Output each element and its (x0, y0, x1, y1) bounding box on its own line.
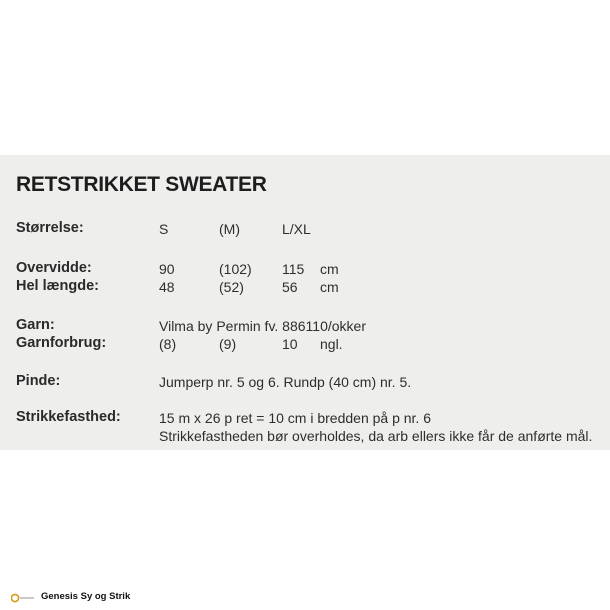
length-s: 48 (159, 279, 175, 295)
length-label: Hel længde: (16, 278, 99, 294)
width-label: Overvidde: (16, 260, 92, 276)
length-m: (52) (219, 279, 244, 295)
yarn-value: Vilma by Permin fv. 886110/okker (159, 318, 366, 334)
length-unit: cm (320, 279, 339, 295)
needles-value: Jumperp nr. 5 og 6. Rundp (40 cm) nr. 5. (159, 374, 412, 390)
width-lxl: 115 (282, 261, 305, 277)
consumption-label: Garnforbrug: (16, 335, 107, 351)
size-m: (M) (219, 221, 240, 237)
width-m: (102) (219, 261, 252, 277)
size-lxl: L/XL (282, 221, 311, 237)
width-s: 90 (159, 261, 175, 277)
consumption-s: (8) (159, 336, 177, 352)
gauge-line-2: Strikkefastheden bør overholdes, da arb ellers ikke får de anførte mål. (159, 428, 593, 444)
consumption-unit: ngl. (320, 336, 343, 352)
size-s: S (159, 221, 169, 237)
genesis-logo-icon (11, 592, 35, 604)
footer-brand[interactable]: Genesis Sy og Strik (41, 591, 131, 602)
pattern-info-panel (0, 155, 610, 450)
gauge-line-1: 15 m x 26 p ret = 10 cm i bredden på p nr. 6 (159, 410, 431, 426)
gauge-label: Strikkefasthed: (16, 409, 121, 425)
length-lxl: 56 (282, 279, 298, 295)
needles-label: Pinde: (16, 373, 61, 389)
size-label: Størrelse: (16, 220, 84, 236)
pattern-title: RETSTRIKKET SWEATER (16, 173, 267, 196)
width-unit: cm (320, 261, 339, 277)
consumption-m: (9) (219, 336, 237, 352)
yarn-label: Garn: (16, 317, 55, 333)
consumption-lxl: 10 (282, 336, 298, 352)
